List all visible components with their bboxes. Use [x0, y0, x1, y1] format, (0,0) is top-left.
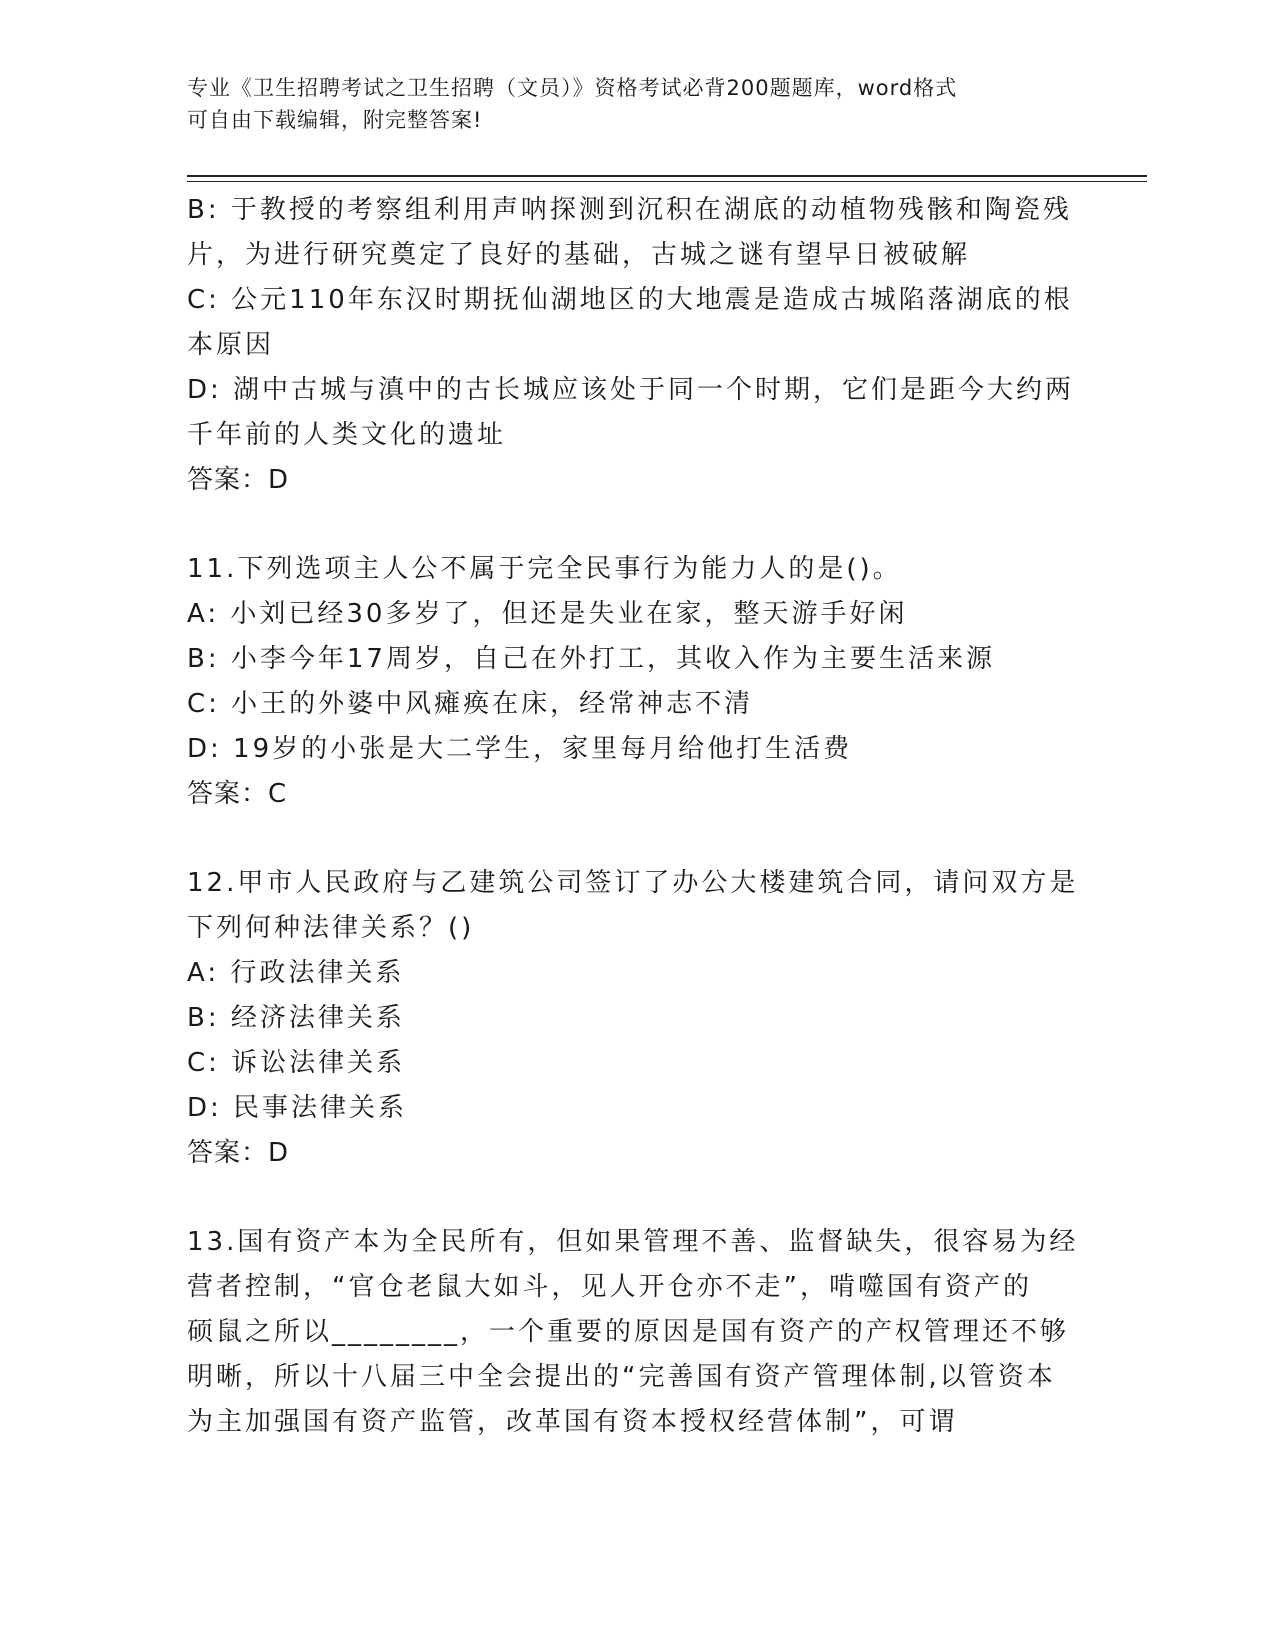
question-stem-line-5: 为主加强国有资产监管，改革国有资本授权经营体制”，可谓	[187, 1407, 958, 1437]
question-10-continued	[187, 188, 1075, 503]
question-stem-line-3: 硕鼠之所以________，一个重要的原因是国有资产的产权管理还不够	[187, 1317, 1070, 1347]
answer: 答案：D	[187, 1138, 290, 1168]
question-stem: 11.下列选项主人公不属于完全民事行为能力人的是()。	[187, 554, 902, 584]
option-c-line-1: C: 公元110年东汉时期抚仙湖地区的大地震是造成古城陷落湖底的根	[187, 285, 1073, 315]
option-b-line-1: B: 于教授的考察组利用声呐探测到沉积在湖底的动植物残骸和陶瓷残	[187, 195, 1072, 225]
option-a: A: 行政法律关系	[187, 958, 405, 988]
question-12	[187, 861, 1079, 1176]
question-stem-line-2: 下列何种法律关系？()	[187, 913, 475, 943]
question-stem-line-2: 营者控制，“官仓老鼠大如斗，见人开仓亦不走”，啃噬国有资产的	[187, 1272, 1032, 1302]
answer: 答案：C	[187, 779, 288, 809]
header-divider-thick	[187, 175, 1147, 177]
answer: 答案：D	[187, 465, 290, 495]
option-b: B: 小李今年17周岁，自己在外打工，其收入作为主要生活来源	[187, 644, 995, 674]
option-d-line-1: D: 湖中古城与滇中的古长城应该处于同一个时期，它们是距今大约两	[187, 375, 1075, 405]
option-d: D: 民事法律关系	[187, 1093, 408, 1123]
header-line-2: 可自由下载编辑，附完整答案!	[187, 108, 483, 132]
option-c: C: 小王的外婆中风瘫痪在床，经常神志不清	[187, 689, 754, 719]
spacer	[187, 1176, 1067, 1220]
question-stem-line-4: 明晰，所以十八届三中全会提出的“完善国有资产管理体制,以管资本	[187, 1362, 1056, 1392]
option-d: D: 19岁的小张是大二学生，家里每月给他打生活费	[187, 734, 853, 764]
question-stem-line-1: 13.国有资产本为全民所有，但如果管理不善、监督缺失，很容易为经	[187, 1227, 1079, 1257]
spacer	[187, 503, 1067, 547]
option-b-line-2: 片，为进行研究奠定了良好的基础，古城之谜有望早日被破解	[187, 240, 971, 270]
question-11	[187, 547, 1067, 817]
document-header	[187, 72, 1087, 136]
option-c: C: 诉讼法律关系	[187, 1048, 406, 1078]
option-c-line-2: 本原因	[187, 330, 275, 360]
document-body	[187, 188, 1079, 1445]
option-b: B: 经济法律关系	[187, 1003, 405, 1033]
question-stem-line-1: 12.甲市人民政府与乙建筑公司签订了办公大楼建筑合同，请问双方是	[187, 868, 1079, 898]
option-a: A: 小刘已经30多岁了，但还是失业在家，整天游手好闲	[187, 599, 908, 629]
header-divider-thin	[187, 181, 1147, 182]
option-d-line-2: 千年前的人类文化的遗址	[187, 420, 507, 450]
spacer	[187, 817, 1067, 861]
header-line-1: 专业《卫生招聘考试之卫生招聘（文员）》资格考试必背200题题库，word格式	[187, 76, 958, 100]
question-13	[187, 1220, 1079, 1445]
